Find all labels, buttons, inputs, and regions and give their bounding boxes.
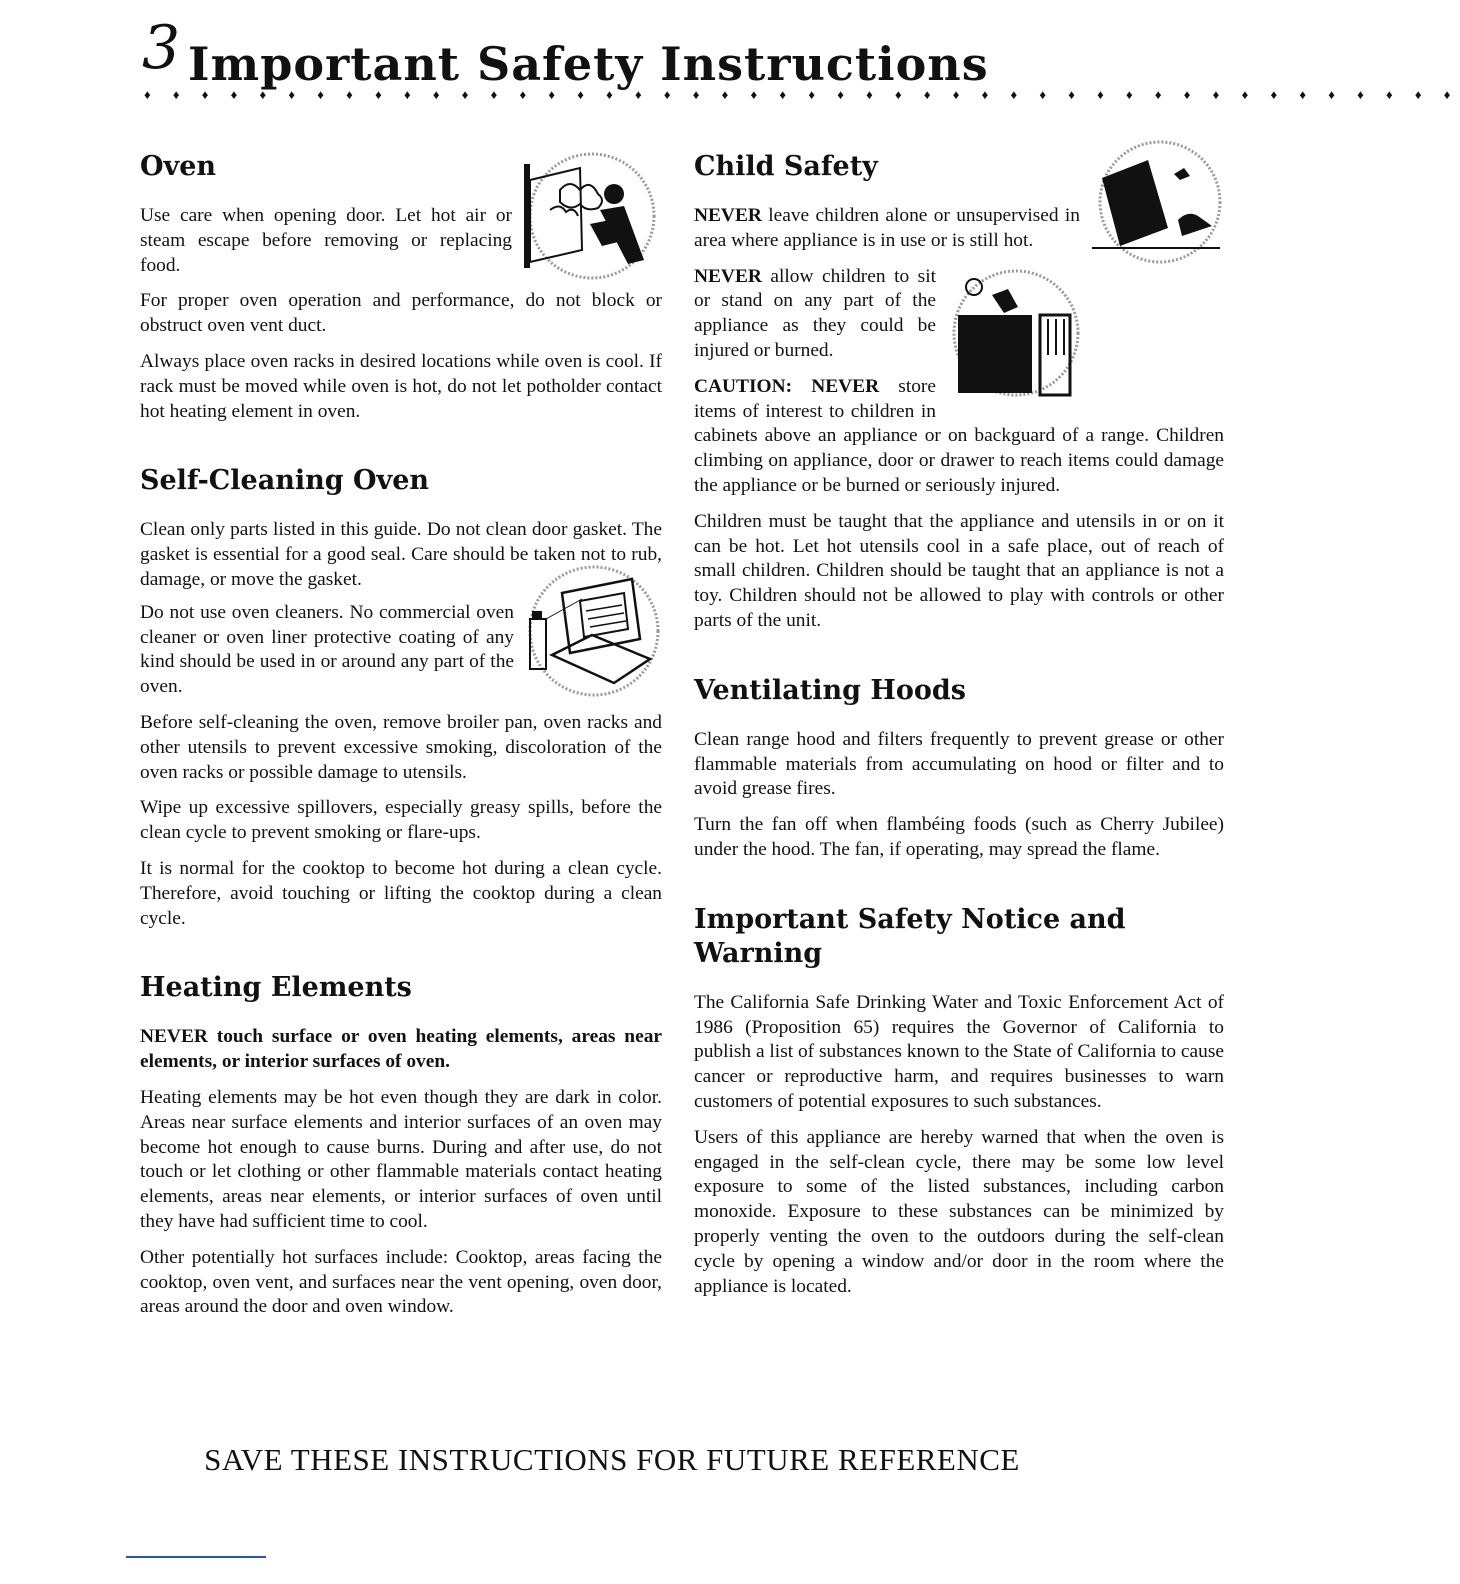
child-paragraph-3-text: store items of interest to children in cabinets above an appliance or on backguard of a range. Children climbing on appliance, door or drawer to reach items could damage the appliance or be burned or seriously injured. — [694, 375, 1224, 496]
save-instructions-footer: SAVE THESE INSTRUCTIONS FOR FUTURE REFERENCE — [204, 1442, 1020, 1477]
self-cleaning-paragraph-5: It is normal for the cooktop to become hot during a clean cycle. Therefore, avoid touching or lifting the cooktop during a clean cycle. — [140, 857, 662, 929]
diamond-divider: ♦ ♦ ♦ ♦ ♦ ♦ ♦ ♦ ♦ ♦ ♦ ♦ ♦ ♦ ♦ ♦ ♦ ♦ ♦ ♦ ♦ ♦ ♦ ♦ ♦ ♦ ♦ ♦ ♦ ♦ ♦ ♦ ♦ ♦ ♦ ♦ ♦ ♦ ♦ ♦ ♦ ♦ ♦ ♦ ♦ ♦ — [144, 87, 1460, 102]
heating-warning: NEVER touch surface or oven heating elements, areas near elements, or interior surfaces of oven. — [140, 1026, 662, 1073]
notice-paragraph-1: The California Safe Drinking Water and Toxic Enforcement Act of 1986 (Proposition 65) requires the Governor of California to publish a list of substances known to the State of California to cause cancer or reproductive harm, and requires businesses to warn customers of potential exposures to such substances. — [694, 991, 1224, 1112]
notice-paragraph-2: Users of this appliance are hereby warned that when the oven is engaged in the self-clean cycle, there may be some low level exposure to some of the listed substances, including carbon monoxide. Exposure to these substances can be minimized by properly venting the oven to the outdoors during the self-clean cycle by opening a window and/or door in the room where the appliance is located. — [694, 1126, 1224, 1297]
child-safety-heading: Child Safety — [694, 151, 878, 182]
child-climbing-icon — [1088, 138, 1224, 266]
left-column — [140, 150, 662, 1331]
oven-paragraph-3: Always place oven racks in desired locations while oven is cool. If rack must be moved while oven is hot, do not let potholder contact hot heating element in oven. — [140, 350, 662, 422]
right-column — [694, 150, 1224, 1310]
heating-elements-heading: Heating Elements — [140, 972, 412, 1004]
heating-paragraph-1: Heating elements may be hot even though they are dark in color. Areas near surface elements and interior surfaces of an oven may become hot enough to cause burns. During and after use, do not touch or let clothing or other flammable materials contact heating elements, areas near elements, or interior surfaces of oven until they have had sufficient time to cool. — [140, 1086, 662, 1232]
child-paragraph-1-text: leave children alone or unsupervised in area where appliance is in use or is still hot. — [694, 205, 1080, 251]
oven-paragraph-2: For proper oven operation and performance, do not block or obstruct oven vent duct. — [140, 290, 662, 337]
self-cleaning-paragraph-3: Before self-cleaning the oven, remove broiler pan, oven racks and other utensils to prevent excessive smoking, discoloration of the oven racks or possible damage to utensils. — [140, 711, 662, 783]
oven-steam-icon — [520, 150, 662, 282]
child-paragraph-2-bold: NEVER — [694, 265, 762, 287]
self-cleaning-heading: Self-Cleaning Oven — [140, 465, 430, 497]
oven-section — [140, 150, 662, 424]
ventilating-hoods-heading: Ventilating Hoods — [694, 674, 967, 706]
child-on-appliance-icon — [944, 265, 1080, 403]
oven-paragraph-1: Use care when opening door. Let hot air or steam escape before removing or replacing food. — [140, 205, 512, 276]
hoods-paragraph-2: Turn the fan off when flambéing foods (such as Cherry Jubilee) under the hood. The fan, if operating, may spread the flame. — [694, 814, 1224, 860]
child-safety-section — [694, 150, 1224, 634]
oven-heading: Oven — [140, 151, 217, 182]
safety-notice-section — [694, 903, 1224, 1300]
self-cleaning-paragraph-2: Do not use oven cleaners. No commercial oven cleaner or oven liner protective coating of any kind should be used in or around any part of the oven. — [140, 601, 514, 698]
safety-notice-heading: Important Safety Notice and Warning — [694, 903, 1126, 969]
child-paragraph-3-bold: CAUTION: NEVER — [694, 375, 880, 397]
oven-cleaner-icon — [522, 559, 662, 699]
hoods-paragraph-1: Clean range hood and filters frequently to prevent grease or other flammable materials from accumulating on hood or filter and to avoid grease fires. — [694, 728, 1224, 800]
footer-rule — [126, 1556, 266, 1558]
ventilating-hoods-section — [694, 674, 1224, 863]
child-paragraph-2-text: allow children to sit or stand on any part of the appliance as they could be injured or burned. — [694, 265, 936, 361]
child-paragraph-4: Children must be taught that the appliance and utensils in or on it can be hot. Let hot utensils cool in a safe place, out of reach of small children. Children should be taught that an appliance is not a toy. Children should not be allowed to play with controls or other parts of the unit. — [694, 510, 1224, 631]
self-cleaning-section — [140, 464, 662, 931]
child-paragraph-1-bold: NEVER — [694, 205, 762, 226]
heating-paragraph-2: Other potentially hot surfaces include: Cooktop, areas facing the cooktop, oven vent, and surfaces near the vent opening, oven door, areas around the door and oven window. — [140, 1246, 662, 1318]
page-title: Important Safety Instructions — [188, 37, 989, 91]
heating-elements-section — [140, 971, 662, 1320]
page-number: 3 — [142, 13, 181, 83]
self-cleaning-paragraph-4: Wipe up excessive spillovers, especially greasy spills, before the clean cycle to prevent smoking or flare-ups. — [140, 797, 662, 844]
self-cleaning-paragraph-1: Clean only parts listed in this guide. Do not clean door gasket. The gasket is essential for a good seal. Care should be taken not to rub, damage, or move the gasket. — [140, 519, 662, 590]
